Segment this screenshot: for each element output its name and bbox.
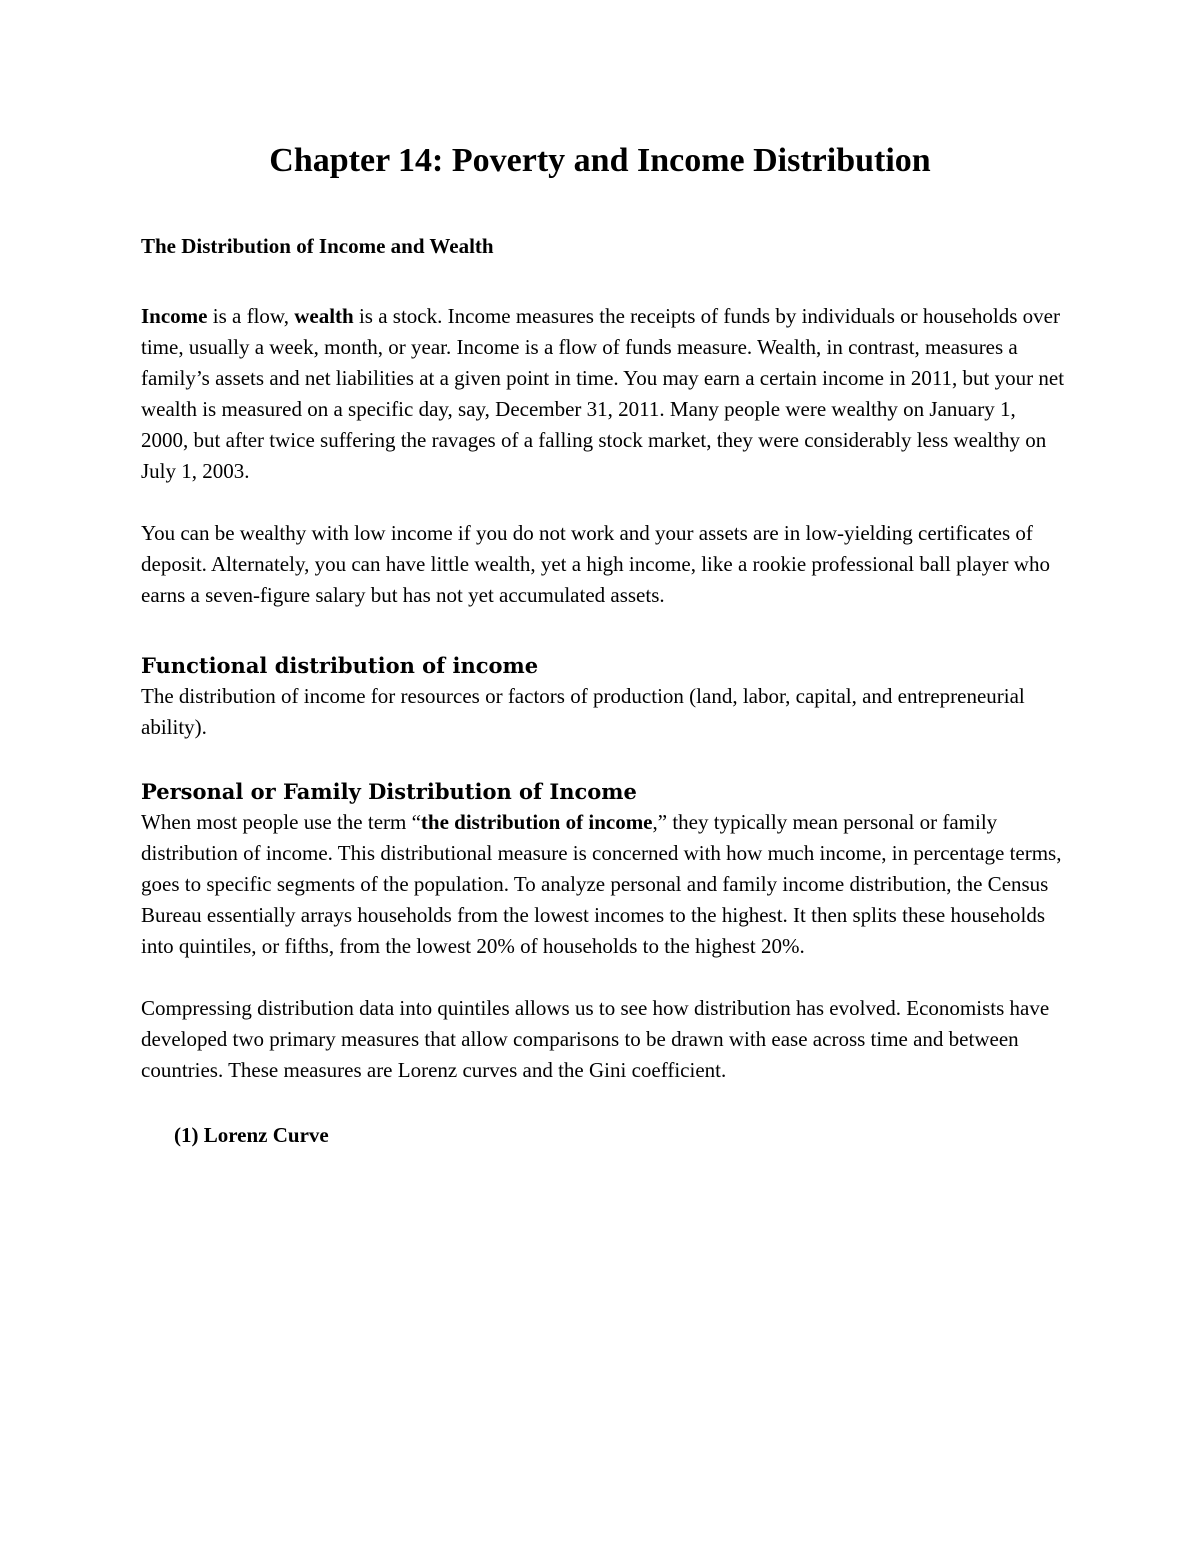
paragraph-quintiles: Compressing distribution data into quintiles allows us to see how distribution has evolved. Economists have developed two primary measures that allow comparisons to be drawn with ease across time and between countries. These measures are Lorenz curves and the Gini coefficient. bbox=[141, 996, 1050, 1082]
personal-distribution-text bbox=[141, 807, 1066, 962]
paragraph-text: is a stock. Income measures the receipts of funds by individuals or households over time, usually a week, month, or year. Income is a flow of funds measure. Wealth, in contrast, measures a family’s assets and net liabilities at a given point in time. You may earn a certain income in 2011, but your net wealth is measured on a specific day, say, December 31, 2011. Many people were wealthy on January 1, 2000, but after twice suffering the ravages of a falling stock market, they were considerably less wealthy on July 1, 2003. bbox=[141, 304, 1065, 483]
paragraph-wealthy-low-income: You can be wealthy with low income if you do not work and your assets are in low-yielding certificates of deposit. Alternately, you can have little wealth, yet a high income, like a rookie professional ball player who earns a seven-figure salary but has not yet accumulated assets. bbox=[141, 521, 1050, 607]
document-body bbox=[141, 138, 1066, 1150]
functional-distribution-text: The distribution of income for resources or factors of production (land, labor, capital, and entrepreneurial ability). bbox=[141, 684, 1025, 739]
paragraph-text: When most people use the term “ bbox=[141, 810, 421, 834]
paragraph-text: ,” they typically mean personal or family distribution of income. This distributional measure is concerned with how much income, in percentage terms, goes to specific segments of the population. To analyze personal and family income distribution, the Census Bureau essentially arrays households from the lowest incomes to the highest. It then splits these households into quintiles, or fifths, from the lowest 20% of households to the highest 20%. bbox=[141, 810, 1062, 958]
personal-distribution-heading: Personal or Family Distribution of Income bbox=[141, 779, 637, 804]
chapter-title: Chapter 14: Poverty and Income Distribution bbox=[269, 142, 931, 179]
term-income: Income bbox=[141, 304, 208, 328]
paragraph-text: is a flow, bbox=[207, 304, 295, 328]
list-item-lorenz-curve: (1) Lorenz Curve bbox=[174, 1123, 329, 1147]
term-wealth: wealth bbox=[294, 304, 354, 328]
paragraph-income-wealth bbox=[141, 301, 1066, 487]
functional-distribution-heading: Functional distribution of income bbox=[141, 653, 539, 678]
section-heading: The Distribution of Income and Wealth bbox=[141, 234, 494, 258]
term-distribution-of-income: the distribution of income bbox=[420, 810, 653, 834]
